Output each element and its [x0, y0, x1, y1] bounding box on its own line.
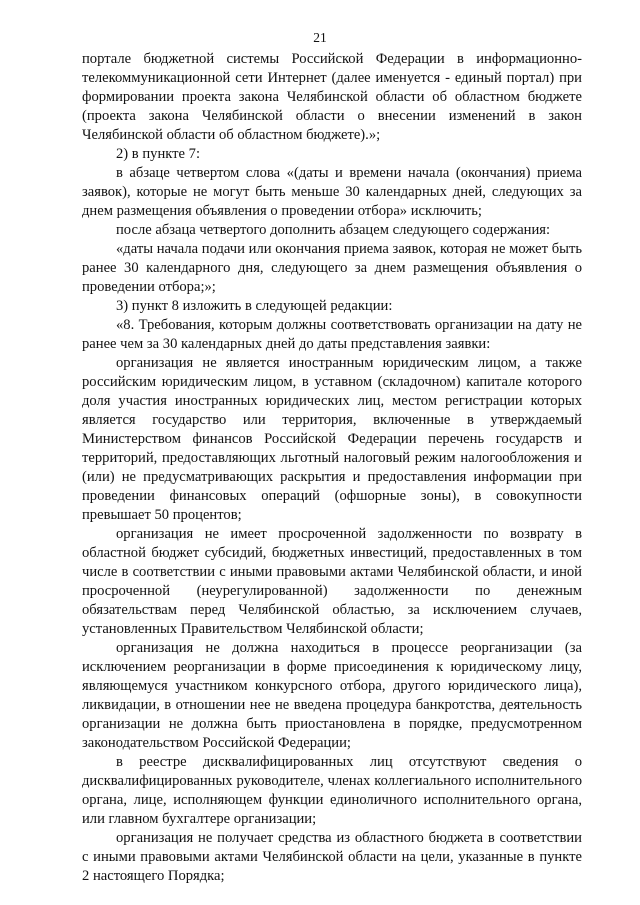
paragraph: «8. Требования, которым должны соответствовать организации на дату не ранее чем за 30 календарных дней до даты представления заявки: [82, 317, 582, 352]
paragraph: портале бюджетной системы Российской Федерации в информационно-телекоммуникационной сети Интернет (далее именуется - единый портал) при формировании проекта закона Челябинской области об областном бюджете (проекта закона Челябинской области о внесении изменений в закон Челябинской области об областном бюджете).»; [82, 51, 582, 143]
paragraph: после абзаца четвертого дополнить абзацем следующего содержания: [116, 222, 551, 238]
paragraph: 2) в пункте 7: [116, 146, 201, 162]
document-body [82, 50, 582, 886]
paragraph: 3) пункт 8 изложить в следующей редакции: [116, 298, 393, 314]
paragraph: организация не должна находиться в процессе реорганизации (за исключением реорганизации в форме присоединения к юридическому лицу, являющемуся участником конкурсного отбора, другого юридического лица), ликвидации, в отношении нее не введена процедура банкротства, деятельность организации не должна быть приостановлена в порядке, предусмотренном законодательством Российской Федерации; [82, 640, 582, 751]
page-number: 21 [313, 30, 327, 45]
paragraph: организация не имеет просроченной задолженности по возврату в областной бюджет субсидий, бюджетных инвестиций, предоставленных в том числе в соответствии с иными правовыми актами Челябинской области, и иной просроченной (неурегулированной) задолженности по денежным обязательствам перед Челябинской областью, за исключением случаев, установленных Правительством Челябинской области; [82, 526, 582, 637]
paragraph: в абзаце четвертом слова «(даты и времени начала (окончания) приема заявок), которые не могут быть меньше 30 календарных дней, следующих за днем размещения объявления о проведении отбора» исключить; [82, 165, 582, 219]
paragraph: организация не получает средства из областного бюджета в соответствии с иными правовыми актами Челябинской области на цели, указанные в пункте 2 настоящего Порядка; [82, 830, 582, 884]
paragraph: организация не является иностранным юридическим лицом, а также российским юридическим лицом, в уставном (складочном) капитале которого доля участия иностранных юридических лиц, местом регистрации которых является государство или территория, включенные в утверждаемый Министерством финансов Российской Федерации перечень государств и территорий, предоставляющих льготный налоговый режим налогообложения и (или) не предусматривающих раскрытия и предоставления информации при проведении финансовых операций (офшорные зоны), в совокупности превышает 50 процентов; [82, 355, 582, 523]
paragraph: «даты начала подачи или окончания приема заявок, которая не может быть ранее 30 календарного дня, следующего за днем размещения объявления о проведении отбора;»; [82, 241, 582, 295]
paragraph: в реестре дисквалифицированных лиц отсутствуют сведения о дисквалифицированных руководителе, членах коллегиального исполнительного органа, лице, исполняющем функции единоличного исполнительного органа, или главном бухгалтере организации; [82, 754, 582, 827]
